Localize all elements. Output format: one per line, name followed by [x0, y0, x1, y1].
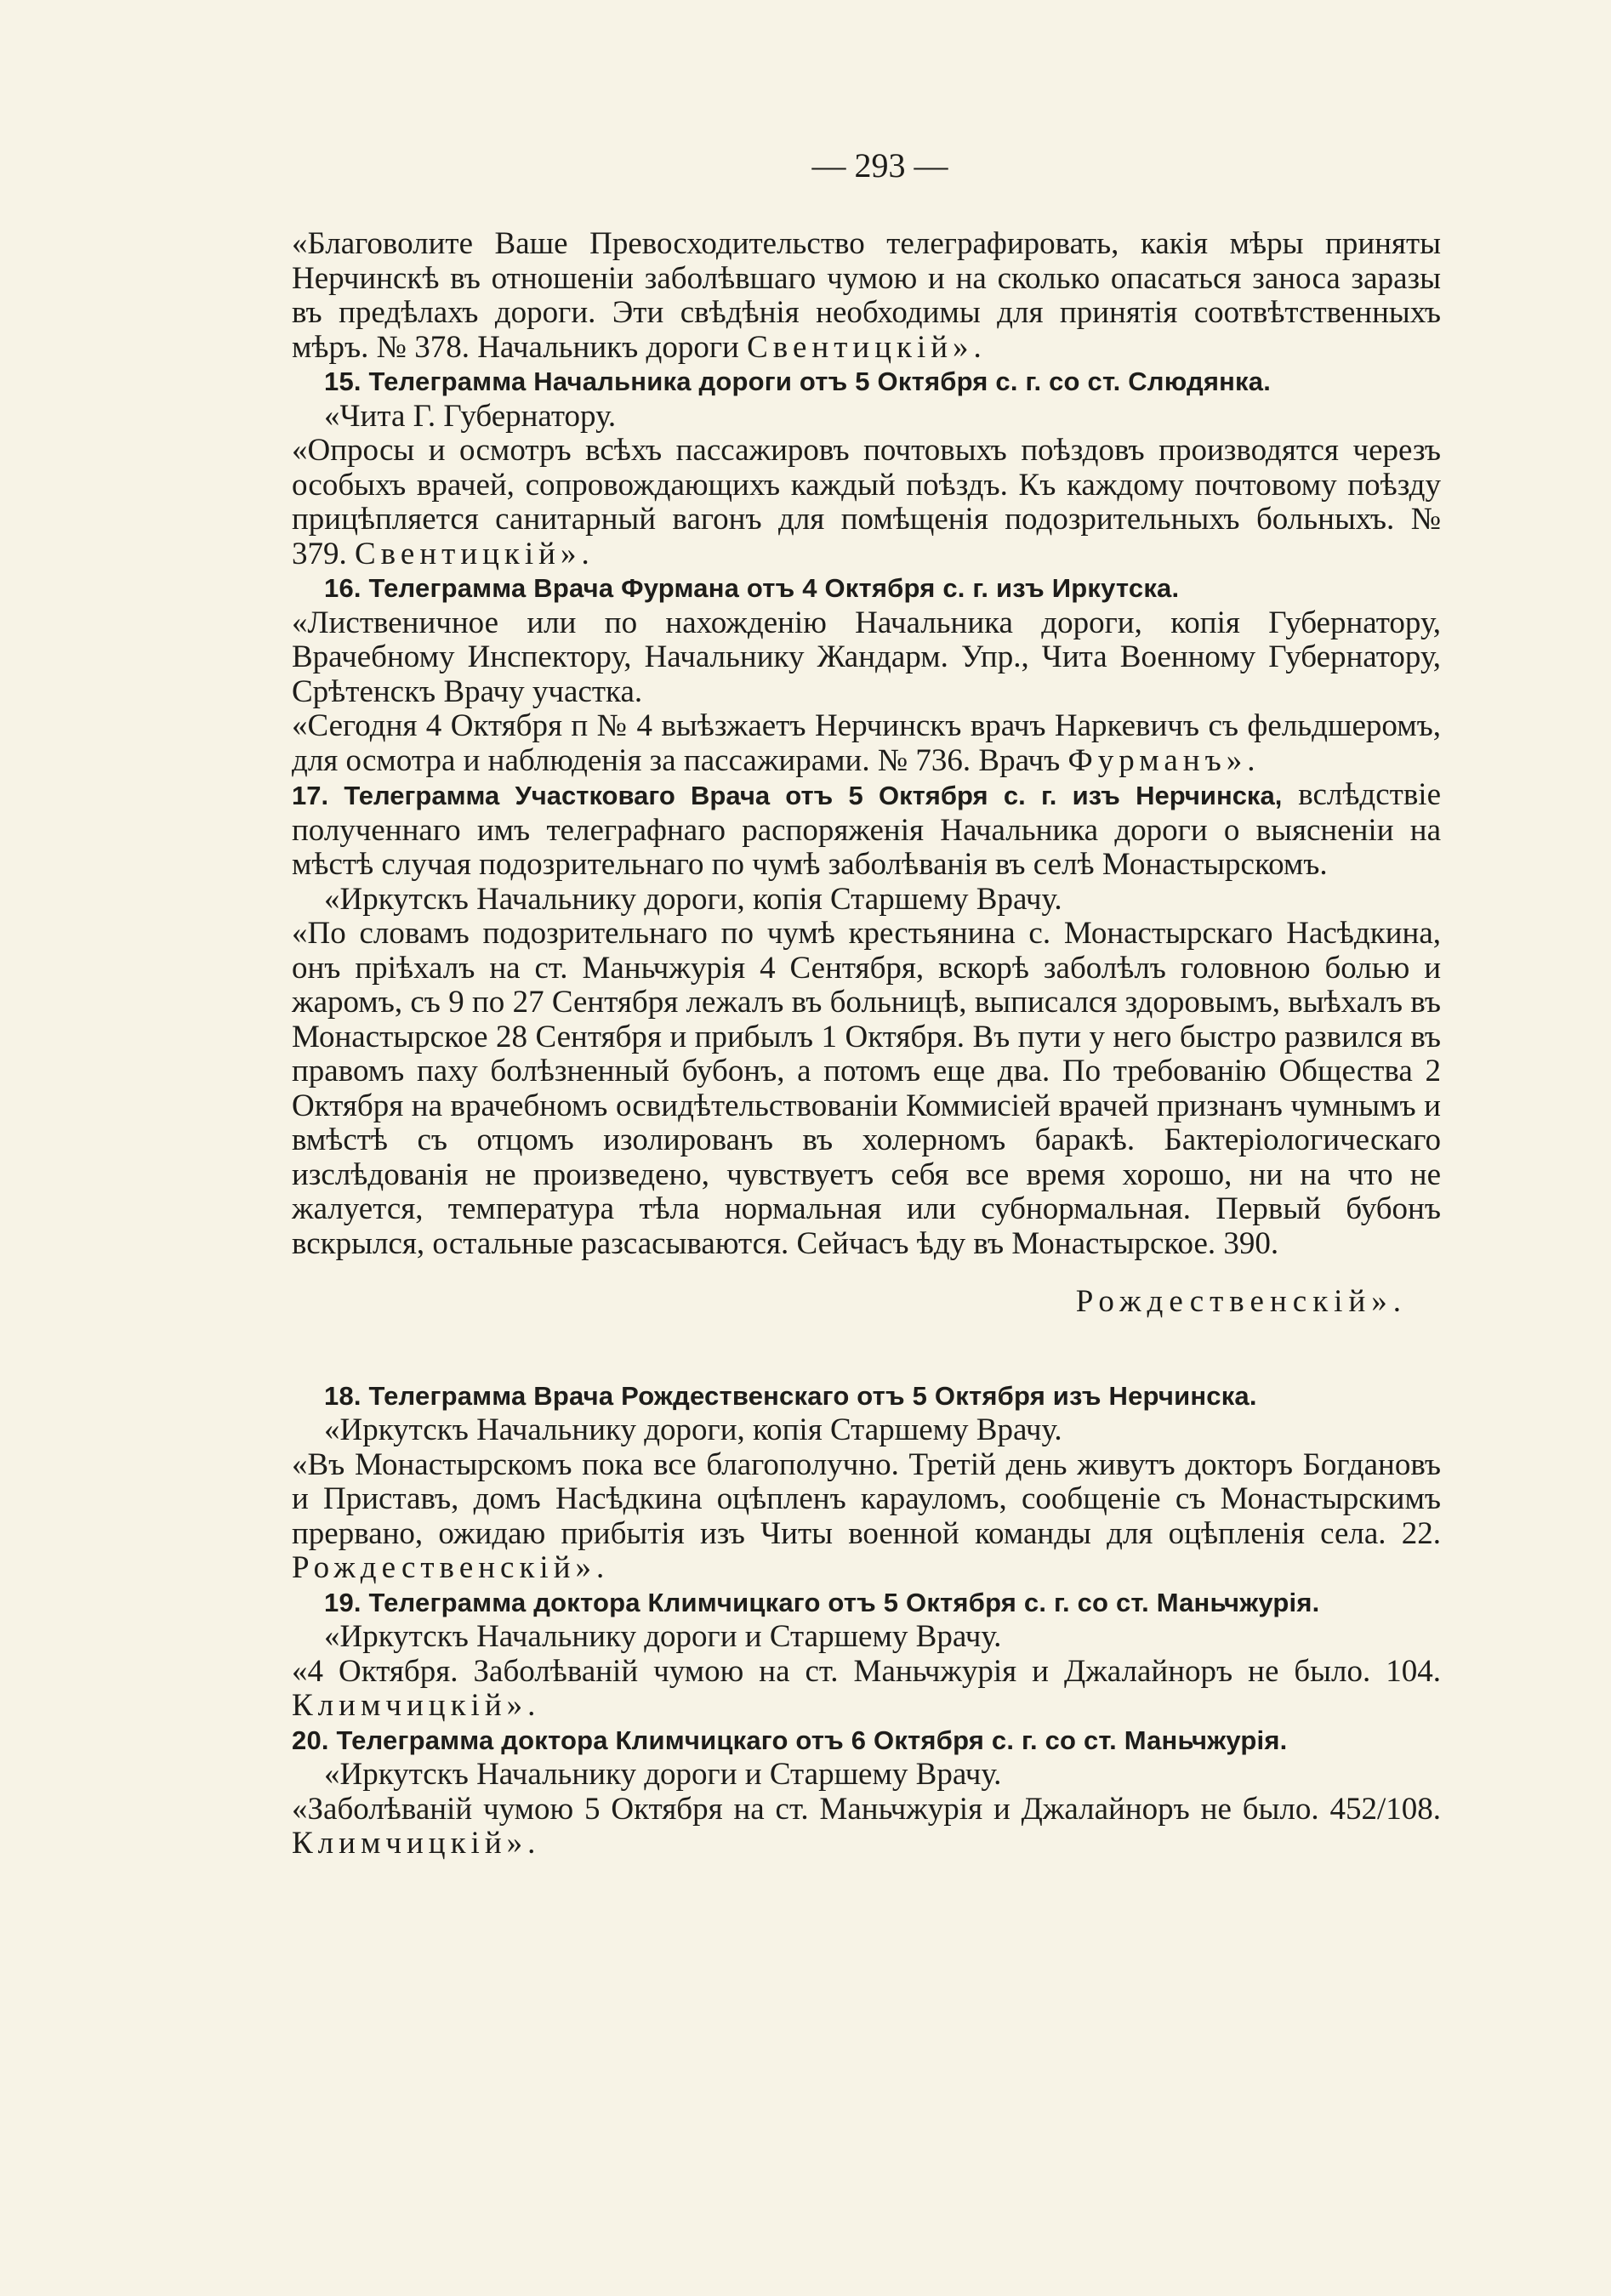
telegram-18-text [292, 1448, 1441, 1586]
telegram-16-address: «Лиственичное или по нахожденію Начальника дороги, копія Губернатору, Врачебному Инспектору, Начальнику Жандарм. Упр., Чита Военному Губернатору, Срѣтенскъ Врачу участка. [292, 605, 1441, 709]
telegram-14-signature: Свентицкій». [747, 329, 987, 365]
telegram-17-signature: Рождественскій». [1075, 1284, 1407, 1319]
telegram-18-signature: Рождественскій». [292, 1550, 610, 1585]
telegram-18-body: «Въ Монастырскомъ пока все благополучно. Третій день живутъ докторъ Богдановъ и Приставъ, домъ Насѣдкина оцѣпленъ карауломъ, сообщеніе съ Монастырскимъ прервано, ожидаю прибытія изъ Читы военной команды для оцѣпленія села. 22. [292, 1446, 1441, 1551]
heading-18: 18. Телеграмма Врача Рождественскаго отъ 5 Октября изъ Нерчинска. [324, 1380, 1257, 1411]
heading-16: 16. Телеграмма Врача Фурмана отъ 4 Октября с. г. изъ Иркутска. [324, 573, 1180, 603]
telegram-20-body: «Заболѣваній чумою 5 Октября на ст. Маньчжурія и Джалайноръ не было. 452/108. [292, 1791, 1441, 1827]
telegram-20-address: «Иркутскъ Начальнику дороги и Старшему Врачу. [324, 1757, 1002, 1792]
telegram-14-text [292, 227, 1441, 365]
heading-19: 19. Телеграмма доктора Климчицкаго отъ 5 Октября с. г. со ст. Маньчжурія. [324, 1587, 1320, 1617]
heading-17: 17. Телеграмма Участковаго Врача отъ 5 Октября с. г. изъ Нерчинска, [292, 781, 1283, 810]
heading-15: 15. Телеграмма Начальника дороги отъ 5 Октября с. г. со ст. Слюдянка. [324, 367, 1272, 396]
telegram-15-body: «Опросы и осмотръ всѣхъ пассажировъ почтовыхъ поѣздовъ производятся черезъ особыхъ врачей, сопровождающихъ каждый поѣздъ. Къ каждому почтовому поѣзду прицѣпляется санитарный вагонъ для помѣщенія подозрительныхъ больныхъ. № 379. [292, 433, 1441, 571]
heading-20: 20. Телеграмма доктора Климчицкаго отъ 6 Октября с. г. со ст. Маньчжурія. [292, 1725, 1288, 1755]
telegram-19-body: «4 Октября. Заболѣваній чумою на ст. Маньчжурія и Джалайноръ не было. 104. [292, 1653, 1441, 1689]
telegram-16-text [292, 709, 1441, 778]
heading-17-tail: вслѣдствіе полученнаго имъ телеграфнаго распоряженія Начальника дороги о выясненіи на мѣстѣ случая подозрительнаго по чумѣ заболѣванія въ селѣ Монастырскомъ. [292, 777, 1442, 882]
telegram-15-text [292, 434, 1441, 571]
telegram-20-text [292, 1793, 1441, 1861]
telegram-15-signature: Свентицкій». [355, 536, 595, 571]
telegram-19-signature: Климчицкій». [292, 1688, 541, 1723]
telegram-20-signature: Климчицкій». [292, 1826, 541, 1861]
telegram-18-address: «Иркутскъ Начальнику дороги, копія Старшему Врачу. [324, 1412, 1062, 1447]
telegram-15-address: «Чита Г. Губернатору. [324, 398, 617, 434]
telegram-17-heading-paragraph [292, 778, 1441, 883]
telegram-17-address: «Иркутскъ Начальнику дороги, копія Старшему Врачу. [324, 881, 1062, 917]
page-number: — 293 — [811, 146, 948, 185]
telegram-19-text [292, 1655, 1441, 1724]
telegram-17-text: «По словамъ подозрительнаго по чумѣ крестьянина с. Монастырскаго Насѣдкина, онъ пріѣхалъ на ст. Маньчжурія 4 Сентября, вскорѣ заболѣлъ головною болью и жаромъ, съ 9 по 27 Сентября лежалъ въ больницѣ, выписался здоровымъ, выѣхалъ въ Монастырское 28 Сентября и прибылъ 1 Октября. Въ пути у него быстро развился въ правомъ паху болѣзненный бубонъ, а потомъ еще два. По требованію Общества 2 Октября на врачебномъ освидѣтельствованіи Коммисіей врачей признанъ чумнымъ и вмѣстѣ съ отцомъ изолированъ въ холерномъ баракѣ. Бактеріологическаго изслѣдованія не произведено, чувствуетъ себя все время хорошо, ни на что не жалуется, температура тѣла нормальная или субнормальная. Первый бубонъ вскрылся, остальные разсасываются. Сейчасъ ѣду въ Монастырское. 390. [292, 916, 1441, 1261]
section-gap [292, 1320, 1441, 1379]
telegram-16-body: «Сегодня 4 Октября п № 4 выѣзжаетъ Нерчинскъ врачъ Наркевичъ съ фельдшеромъ, для осмотра и наблюденія за пассажирами. № 736. Врачъ [292, 708, 1441, 778]
telegram-19-address: «Иркутскъ Начальнику дороги и Старшему Врачу. [324, 1619, 1002, 1654]
telegram-16-signature: Фурманъ». [1067, 742, 1261, 778]
telegram-14-body: «Благоволите Ваше Превосходительство телеграфировать, какія мѣры приняты Нерчинскѣ въ отношеніи заболѣвшаго чумою и на сколько опасаться заноса заразы въ предѣлахъ дороги. Эти свѣдѣнія необходимы для принятія соотвѣтственныхъ мѣръ. № 378. Начальникъ дороги [292, 226, 1441, 365]
